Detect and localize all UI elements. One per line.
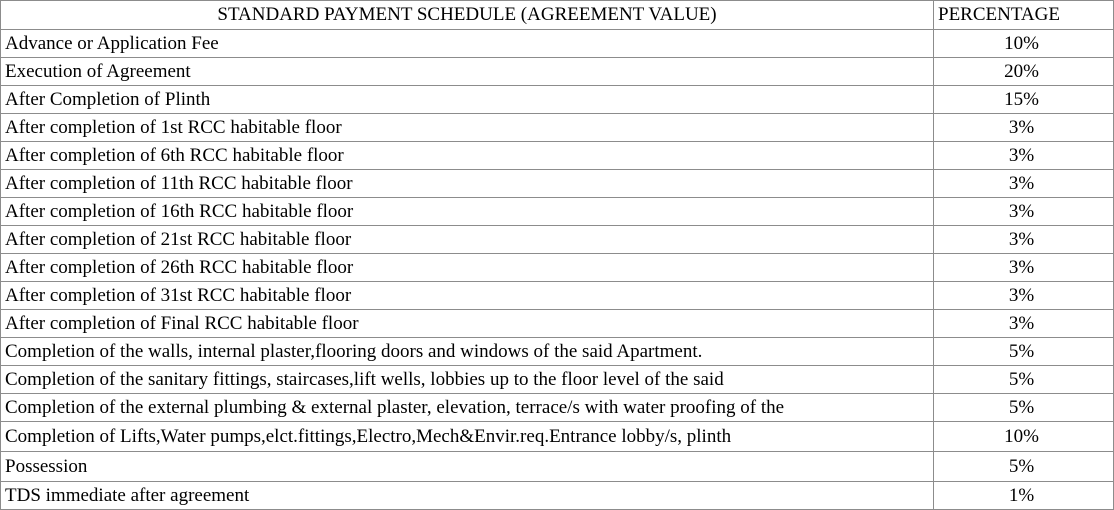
table-row — [1, 114, 1114, 142]
table-row — [1, 86, 1114, 114]
row-description: Completion of the external plumbing & external plaster, elevation, terrace/s with water proofing of the — [1, 394, 934, 422]
table-header — [1, 1, 1114, 30]
table-row — [1, 170, 1114, 198]
table-row — [1, 198, 1114, 226]
row-percentage: 5% — [934, 366, 1114, 394]
row-description: Advance or Application Fee — [1, 30, 934, 58]
row-percentage: 1% — [934, 482, 1114, 510]
table-row — [1, 226, 1114, 254]
row-description: After completion of 31st RCC habitable floor — [1, 282, 934, 310]
table-row — [1, 58, 1114, 86]
table-row — [1, 282, 1114, 310]
row-percentage: 3% — [934, 170, 1114, 198]
table-row — [1, 482, 1114, 510]
row-percentage: 3% — [934, 226, 1114, 254]
row-description: After completion of 11th RCC habitable floor — [1, 170, 934, 198]
table-row — [1, 394, 1114, 422]
table-body — [1, 30, 1114, 510]
row-percentage: 5% — [934, 338, 1114, 366]
row-percentage: 3% — [934, 114, 1114, 142]
row-description: Possession — [1, 452, 934, 482]
row-percentage: 3% — [934, 310, 1114, 338]
table-row — [1, 452, 1114, 482]
row-percentage: 3% — [934, 198, 1114, 226]
row-percentage: 15% — [934, 86, 1114, 114]
row-percentage: 5% — [934, 452, 1114, 482]
table-row — [1, 366, 1114, 394]
row-description: After completion of 16th RCC habitable floor — [1, 198, 934, 226]
column-header-percentage: PERCENTAGE — [934, 1, 1114, 30]
row-description: Execution of Agreement — [1, 58, 934, 86]
row-description: After Completion of Plinth — [1, 86, 934, 114]
table-row — [1, 30, 1114, 58]
row-description: After completion of 21st RCC habitable floor — [1, 226, 934, 254]
row-percentage: 3% — [934, 282, 1114, 310]
table-row — [1, 254, 1114, 282]
row-description: After completion of 26th RCC habitable floor — [1, 254, 934, 282]
row-percentage: 20% — [934, 58, 1114, 86]
row-description: Completion of the walls, internal plaster,flooring doors and windows of the said Apartment. — [1, 338, 934, 366]
table-row — [1, 142, 1114, 170]
table-row — [1, 338, 1114, 366]
header-row — [1, 1, 1114, 30]
row-description: TDS immediate after agreement — [1, 482, 934, 510]
table-row — [1, 310, 1114, 338]
row-percentage: 3% — [934, 254, 1114, 282]
row-description: Completion of the sanitary fittings, staircases,lift wells, lobbies up to the floor level of the said — [1, 366, 934, 394]
row-description: Completion of Lifts,Water pumps,elct.fittings,Electro,Mech&Envir.req.Entrance lobby/s, plinth — [1, 422, 934, 452]
table-row — [1, 422, 1114, 452]
column-header-description: STANDARD PAYMENT SCHEDULE (AGREEMENT VALUE) — [1, 1, 934, 30]
row-description: After completion of Final RCC habitable floor — [1, 310, 934, 338]
row-description: After completion of 6th RCC habitable floor — [1, 142, 934, 170]
row-percentage: 3% — [934, 142, 1114, 170]
row-description: After completion of 1st RCC habitable floor — [1, 114, 934, 142]
row-percentage: 5% — [934, 394, 1114, 422]
row-percentage: 10% — [934, 30, 1114, 58]
row-percentage: 10% — [934, 422, 1114, 452]
